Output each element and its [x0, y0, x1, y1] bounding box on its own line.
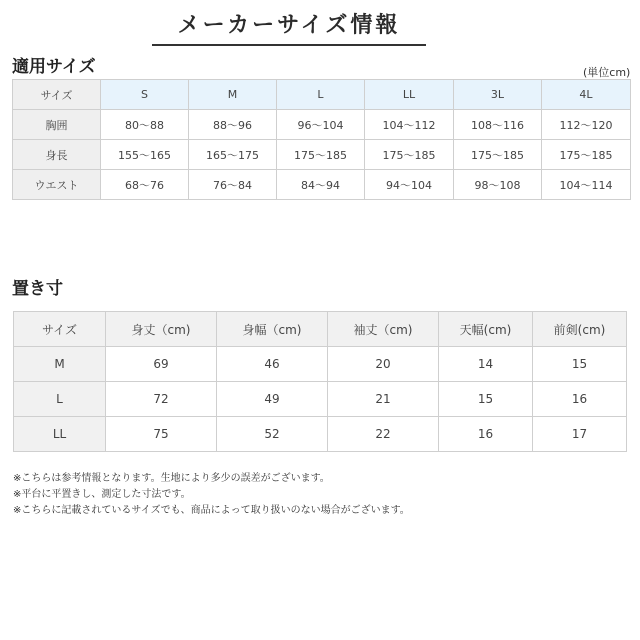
row-label: L [14, 382, 106, 417]
table-cell: 98〜108 [454, 170, 542, 200]
table-row [14, 347, 627, 382]
table-cell: 96〜104 [277, 110, 365, 140]
table-cell: 84〜94 [277, 170, 365, 200]
table-cell: 88〜96 [189, 110, 277, 140]
size-table-header-cell: 4L [542, 80, 631, 110]
table-cell: 72 [106, 382, 217, 417]
table-cell: 22 [328, 417, 439, 452]
row-label: LL [14, 417, 106, 452]
size-table-header-cell: M [189, 80, 277, 110]
table-cell: 175〜185 [365, 140, 454, 170]
table-cell: 175〜185 [542, 140, 631, 170]
flat-measure-table [13, 311, 627, 452]
row-label: 胸囲 [13, 110, 101, 140]
table-cell: 75 [106, 417, 217, 452]
table-cell: 69 [106, 347, 217, 382]
size-table [12, 79, 631, 200]
table-cell: 46 [217, 347, 328, 382]
table-cell: 94〜104 [365, 170, 454, 200]
row-label: M [14, 347, 106, 382]
table-row [13, 170, 631, 200]
table-cell: 165〜175 [189, 140, 277, 170]
table-cell: 20 [328, 347, 439, 382]
page-title: メーカーサイズ情報 [177, 13, 401, 38]
table-cell: 52 [217, 417, 328, 452]
note-line: ※平台に平置きし、測定した寸法です。 [13, 489, 191, 500]
table-cell: 68〜76 [101, 170, 189, 200]
size-table-header-cell: L [277, 80, 365, 110]
table-cell: 175〜185 [277, 140, 365, 170]
table-cell: 15 [533, 347, 627, 382]
unit-note: (単位cm) [583, 66, 631, 79]
size-table-header-cell: サイズ [13, 80, 101, 110]
table-cell: 15 [439, 382, 533, 417]
flat-table-header-row [14, 312, 627, 347]
table-row [13, 140, 631, 170]
flat-table-header-cell: サイズ [14, 312, 106, 347]
table-cell: 16 [439, 417, 533, 452]
table-cell: 14 [439, 347, 533, 382]
table-cell: 17 [533, 417, 627, 452]
table-cell: 175〜185 [454, 140, 542, 170]
notes [13, 471, 410, 519]
size-table-header-cell: S [101, 80, 189, 110]
table-cell: 16 [533, 382, 627, 417]
row-label: 身長 [13, 140, 101, 170]
table-cell: 108〜116 [454, 110, 542, 140]
table-cell: 155〜165 [101, 140, 189, 170]
table-cell: 49 [217, 382, 328, 417]
flat-section-heading: 置き寸 [12, 279, 63, 299]
table-row [14, 382, 627, 417]
size-section-heading: 適用サイズ [12, 57, 96, 77]
size-table-header-row [13, 80, 631, 110]
note-line: ※こちらは参考情報となります。生地により多少の誤差がございます。 [13, 473, 330, 484]
table-cell: 80〜88 [101, 110, 189, 140]
table-cell: 104〜114 [542, 170, 631, 200]
size-table-header-cell: 3L [454, 80, 542, 110]
title-underline [152, 44, 426, 46]
note-line: ※こちらに記載されているサイズでも、商品によって取り扱いのない場合がございます。 [13, 505, 410, 516]
flat-table-header-cell: 身丈（cm) [106, 312, 217, 347]
flat-table-header-cell: 前剣(cm) [533, 312, 627, 347]
flat-table-header-cell: 袖丈（cm) [328, 312, 439, 347]
table-row [14, 417, 627, 452]
table-cell: 112〜120 [542, 110, 631, 140]
flat-table-header-cell: 天幅(cm) [439, 312, 533, 347]
table-cell: 104〜112 [365, 110, 454, 140]
size-table-header-cell: LL [365, 80, 454, 110]
table-row [13, 110, 631, 140]
flat-table-header-cell: 身幅（cm) [217, 312, 328, 347]
row-label: ウエスト [13, 170, 101, 200]
table-cell: 21 [328, 382, 439, 417]
table-cell: 76〜84 [189, 170, 277, 200]
